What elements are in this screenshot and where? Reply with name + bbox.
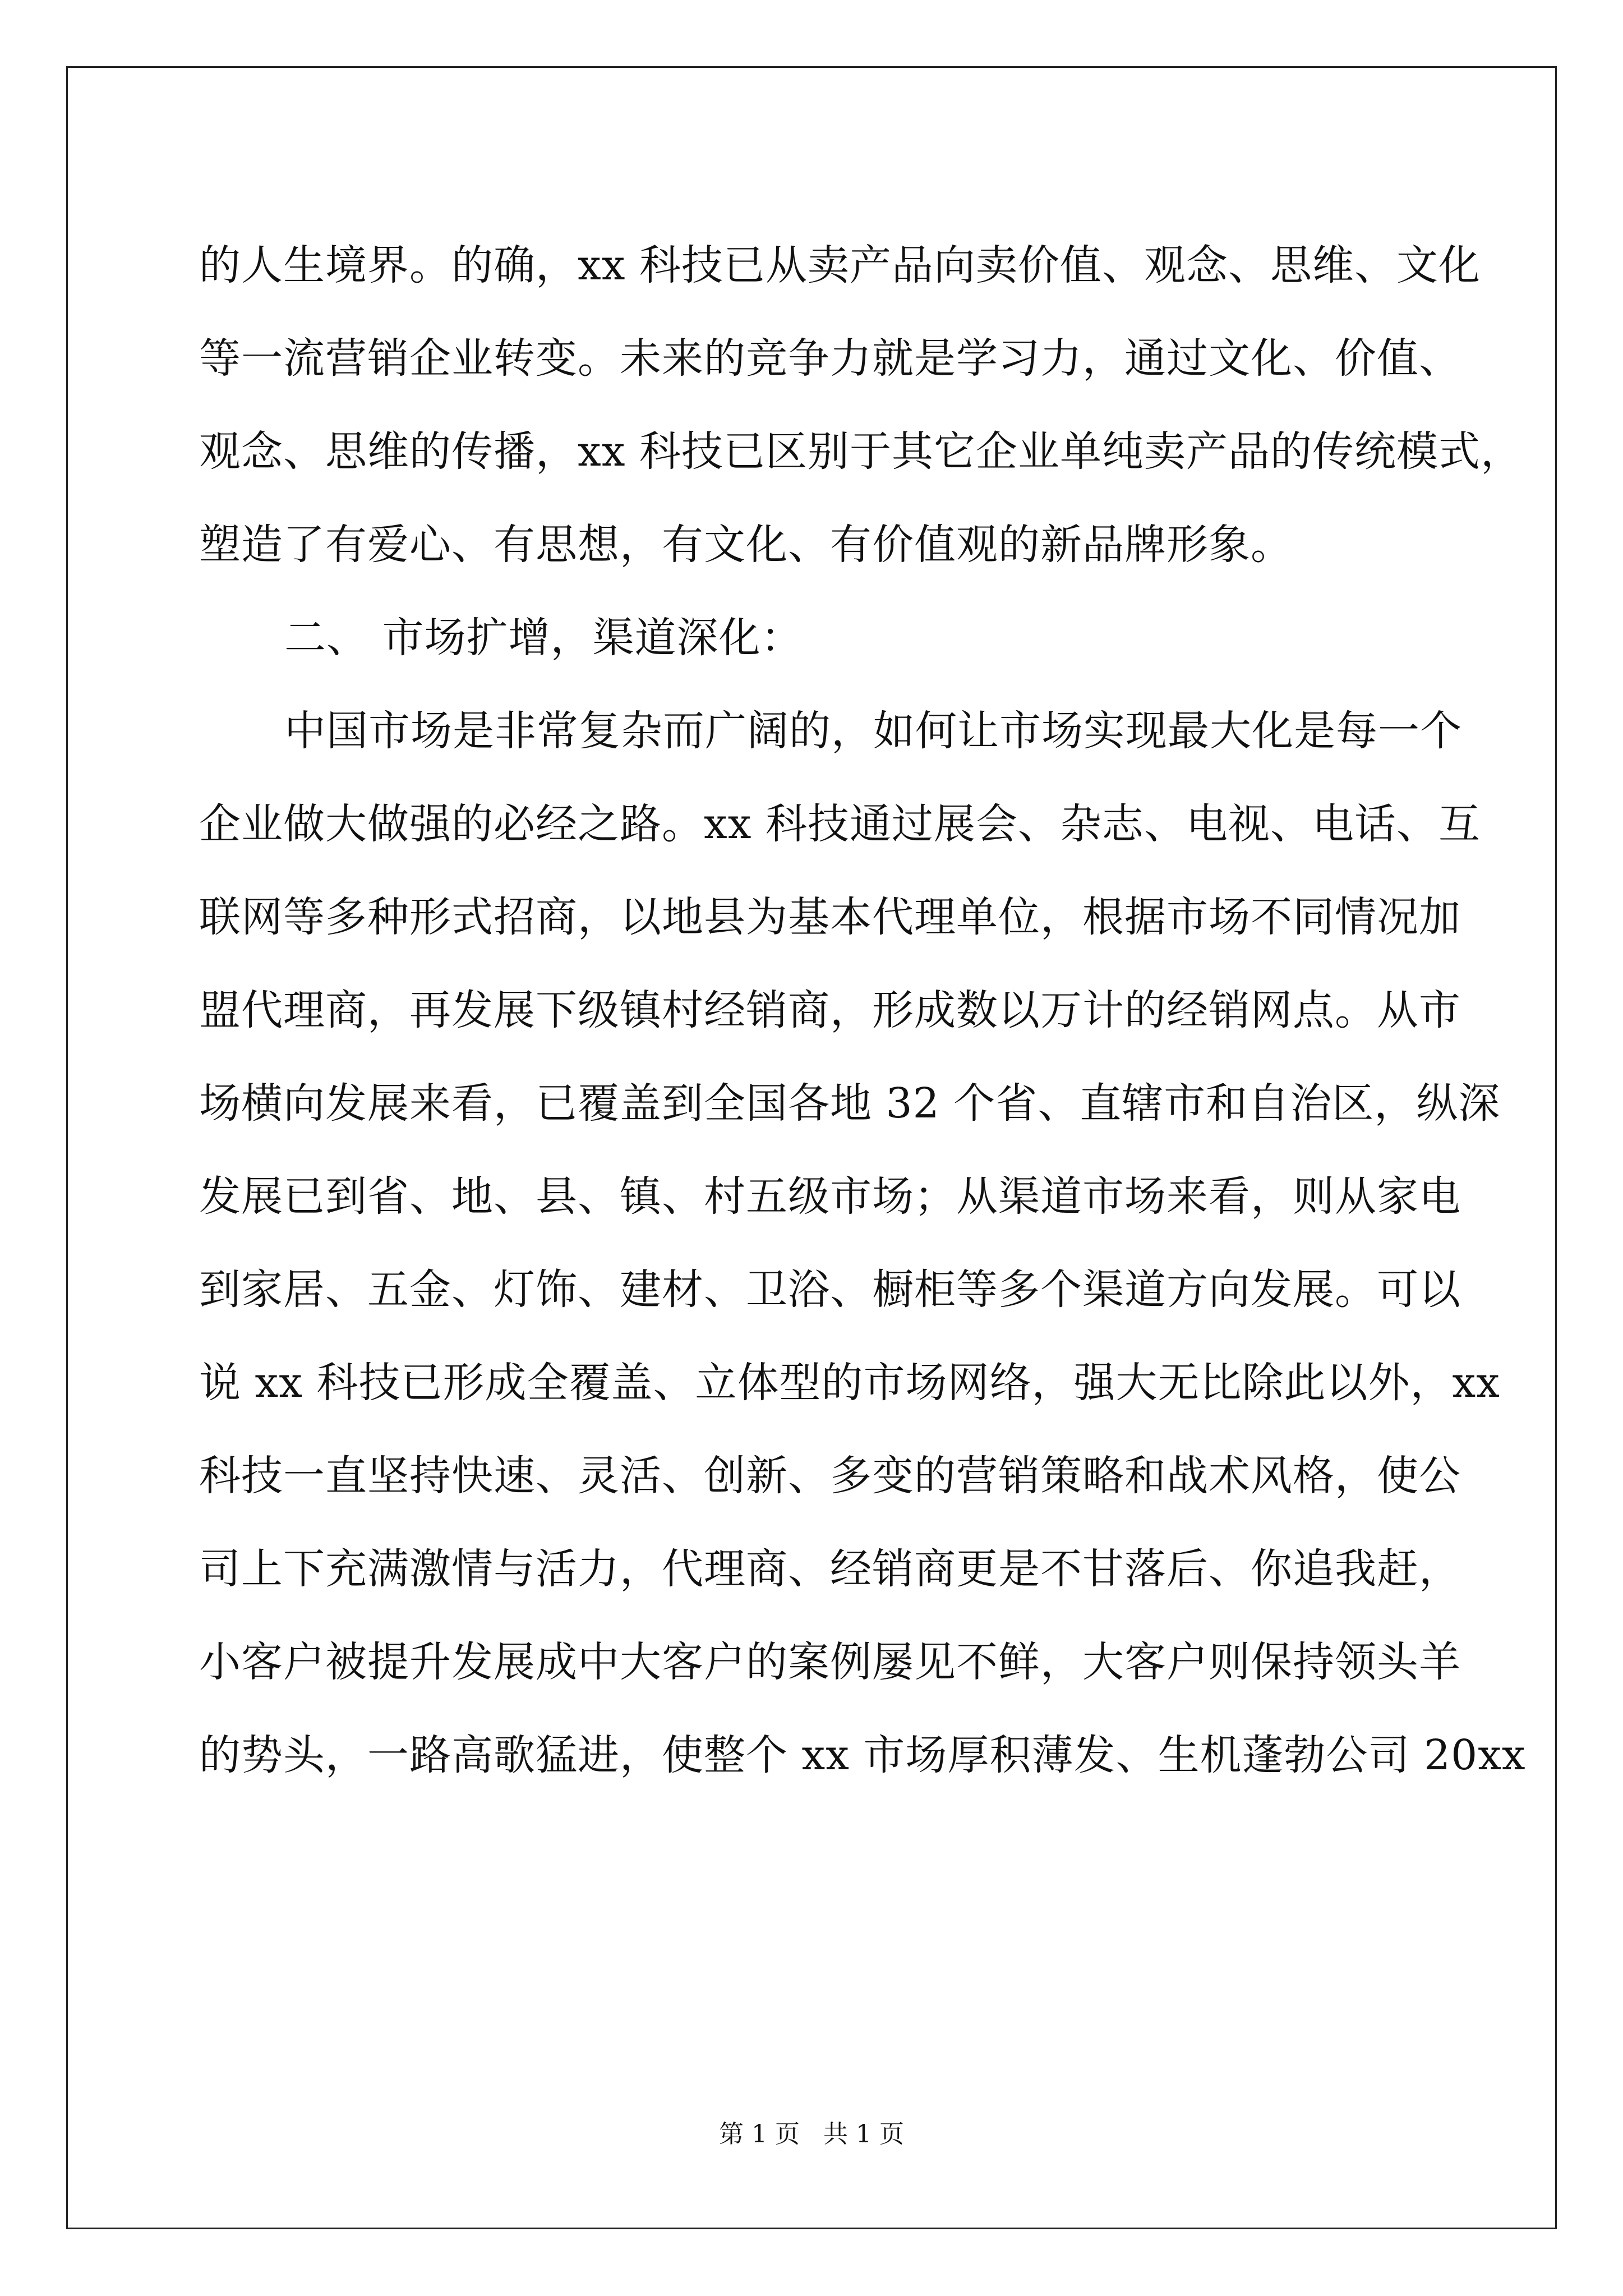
section-heading: 二、 市场扩增，渠道深化： <box>284 614 803 662</box>
body-line: 发展已到省、地、县、镇、村五级市场；从渠道市场来看，则从家电 <box>199 1172 1461 1221</box>
body-line: 小客户被提升发展成中大客户的案例屡见不鲜，大客户则保持领头羊 <box>199 1638 1461 1686</box>
body-line: 塑造了有爱心、有思想，有文化、有价值观的新品牌形象。 <box>199 521 1293 569</box>
body-line: 的势头，一路高歌猛进，使整个 xx 市场厚积薄发、生机蓬勃公司 20xx <box>199 1731 1526 1779</box>
body-line: 到家居、五金、灯饰、建材、卫浴、橱柜等多个渠道方向发展。可以 <box>199 1266 1461 1314</box>
body-line: 等一流营销企业转变。未来的竞争力就是学习力，通过文化、价值、 <box>199 334 1461 383</box>
body-line: 说 xx 科技已形成全覆盖、立体型的市场网络，强大无比除此以外，xx <box>199 1359 1500 1407</box>
body-line: 联网等多种形式招商，以地县为基本代理单位，根据市场不同情况加 <box>199 893 1461 941</box>
page-number: 第 1 页 共 1 页 <box>719 2120 904 2148</box>
body-line: 司上下充满激情与活力，代理商、经销商更是不甘落后、你追我赶， <box>199 1545 1461 1593</box>
body-line: 科技一直坚持快速、灵活、创新、多变的营销策略和战术风格，使公 <box>199 1452 1461 1500</box>
page-footer <box>0 2118 1623 2151</box>
body-line: 的人生境界。的确，xx 科技已从卖产品向卖价值、观念、思维、文化 <box>199 241 1481 289</box>
body-line: 观念、思维的传播，xx 科技已区别于其它企业单纯卖产品的传统模式， <box>199 427 1523 476</box>
body-line: 企业做大做强的必经之路。xx 科技通过展会、杂志、电视、电话、互 <box>199 800 1481 848</box>
body-line: 盟代理商，再发展下级镇村经销商，形成数以万计的经销网点。从市 <box>199 986 1461 1034</box>
document-body <box>199 219 1526 1802</box>
body-line: 中国市场是非常复杂而广阔的，如何让市场实现最大化是每一个 <box>284 707 1462 755</box>
body-line: 场横向发展来看，已覆盖到全国各地 32 个省、直辖市和自治区，纵深 <box>199 1079 1501 1128</box>
